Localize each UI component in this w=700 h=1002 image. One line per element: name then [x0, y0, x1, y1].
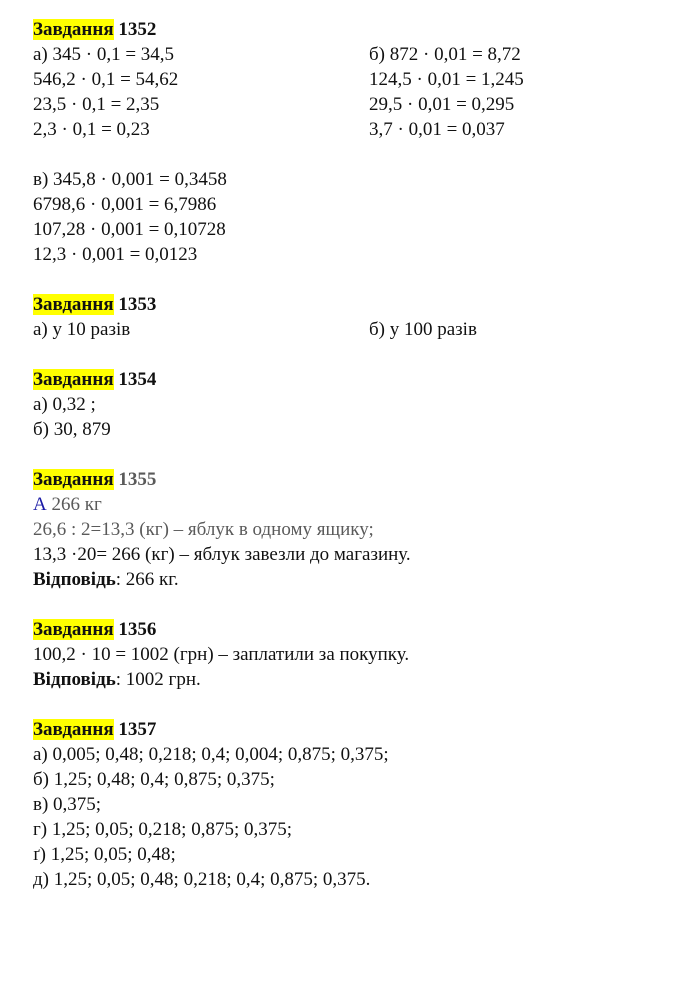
equation: 23,5 · 0,1 = 2,35 — [33, 94, 160, 115]
answer-line: б) 1,25; 0,48; 0,4; 0,875; 0,375; — [33, 769, 275, 790]
task-1354-heading — [33, 367, 673, 392]
task-1356-heading — [33, 617, 673, 642]
task-1357-heading — [33, 717, 673, 742]
task-label-highlight: Завдання — [33, 719, 114, 740]
task-label-highlight: Завдання — [33, 369, 114, 390]
answer-a: а) у 10 разів — [33, 319, 131, 340]
equation: 3,7 · 0,01 = 0,037 — [369, 119, 505, 140]
choice-letter: А — [33, 494, 47, 515]
task-number: 1355 — [118, 469, 157, 490]
answer-line: д) 1,25; 0,05; 0,48; 0,218; 0,4; 0,875; 0,375. — [33, 869, 371, 890]
solution-line: 100,2 · 10 = 1002 (грн) – заплатили за покупку. — [33, 644, 410, 665]
task-label-highlight: Завдання — [33, 469, 114, 490]
spacer — [33, 592, 673, 617]
equation: 6798,6 · 0,001 = 6,7986 — [33, 194, 217, 215]
task-1355-heading — [33, 467, 673, 492]
task-number: 1352 — [118, 19, 157, 40]
task-1352-row — [33, 117, 673, 142]
equation: 124,5 · 0,01 = 1,245 — [369, 69, 524, 90]
equation: 546,2 · 0,1 = 54,62 — [33, 69, 179, 90]
task-number: 1356 — [118, 619, 157, 640]
task-1353-row — [33, 317, 673, 342]
spacer — [33, 442, 673, 467]
equation: 107,28 · 0,001 = 0,10728 — [33, 219, 226, 240]
spacer — [33, 692, 673, 717]
answer-b: б) у 100 разів — [369, 319, 477, 340]
task-1352-row — [33, 92, 673, 117]
choice-value: 266 кг — [51, 494, 102, 515]
answer-line: а) 0,005; 0,48; 0,218; 0,4; 0,004; 0,875; 0,375; — [33, 744, 389, 765]
answer-label: Відповідь — [33, 669, 116, 690]
solutions-page — [33, 17, 673, 892]
spacer — [33, 342, 673, 367]
equation: 12,3 · 0,001 = 0,0123 — [33, 244, 198, 265]
answer-line — [33, 567, 673, 592]
answer-line: ґ) 1,25; 0,05; 0,48; — [33, 844, 176, 865]
choice-line — [33, 492, 673, 517]
task-number: 1357 — [118, 719, 157, 740]
task-label-highlight: Завдання — [33, 619, 114, 640]
answer-text: : 266 кг. — [115, 569, 179, 590]
task-1353-heading — [33, 292, 673, 317]
answer-line: в) 0,375; — [33, 794, 102, 815]
task-1352-row — [33, 42, 673, 67]
solution-line: 13,3 ·20= 266 (кг) – яблук завезли до магазину. — [33, 544, 411, 565]
answer-text: : 1002 грн. — [115, 669, 201, 690]
spacer — [33, 267, 673, 292]
equation: 2,3 · 0,1 = 0,23 — [33, 119, 150, 140]
solution-line: 26,6 : 2=13,3 (кг) – яблук в одному ящику; — [33, 519, 374, 540]
task-label-highlight: Завдання — [33, 19, 114, 40]
answer-line — [33, 667, 673, 692]
task-1352-row — [33, 67, 673, 92]
task-number: 1354 — [118, 369, 157, 390]
equation: а) 345 · 0,1 = 34,5 — [33, 44, 175, 65]
task-label-highlight: Завдання — [33, 294, 114, 315]
answer-line: б) 30, 879 — [33, 419, 111, 440]
equation: 29,5 · 0,01 = 0,295 — [369, 94, 515, 115]
spacer — [33, 142, 673, 167]
equation: в) 345,8 · 0,001 = 0,3458 — [33, 169, 227, 190]
answer-line: а) 0,32 ; — [33, 394, 96, 415]
answer-label: Відповідь — [33, 569, 116, 590]
equation: б) 872 · 0,01 = 8,72 — [369, 44, 521, 65]
task-1352-heading — [33, 17, 673, 42]
answer-line: г) 1,25; 0,05; 0,218; 0,875; 0,375; — [33, 819, 293, 840]
task-number: 1353 — [118, 294, 157, 315]
